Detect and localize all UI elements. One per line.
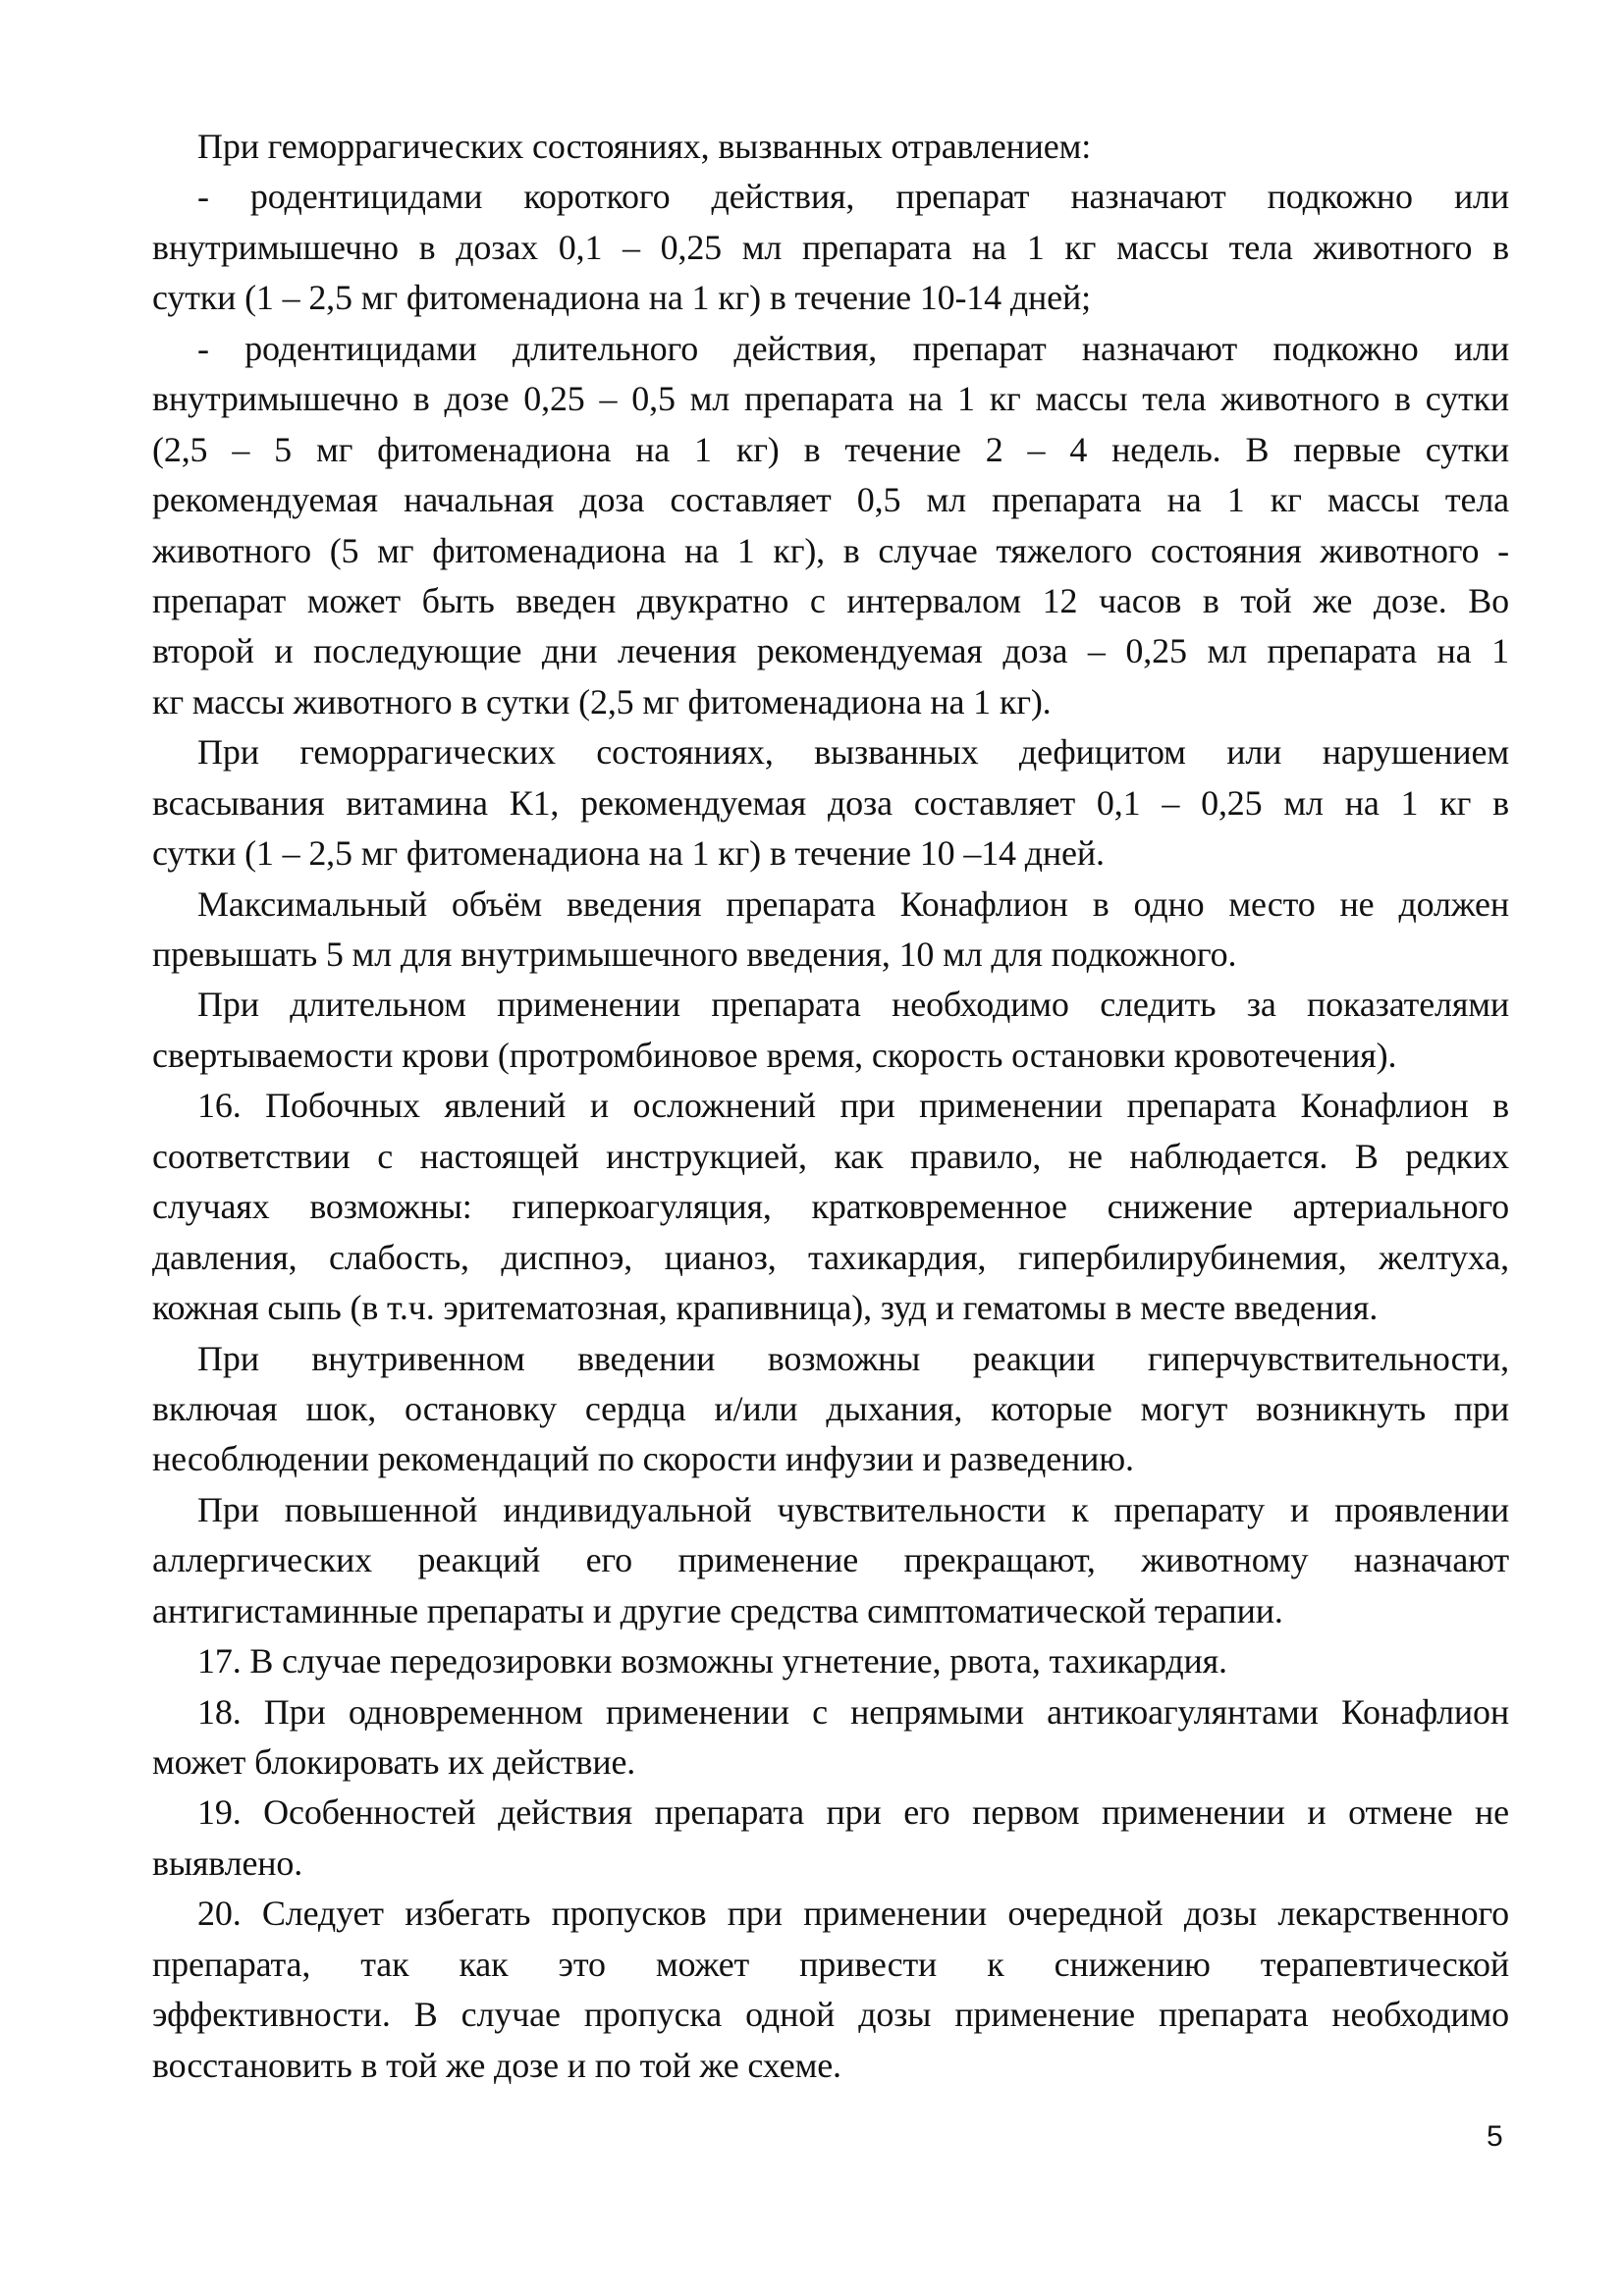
paragraph	[152, 1485, 1509, 1636]
text-line: восстановить в той же дозе и по той же схеме.	[152, 2045, 841, 2085]
paragraph	[152, 1788, 1509, 1889]
paragraph	[152, 1636, 1509, 1686]
document-body	[152, 122, 1509, 2091]
paragraph	[152, 1889, 1509, 2091]
text-line: При повышенной индивидуальной чувствительности к препарату и проявлении	[197, 1489, 1509, 1529]
text-line: кожная сыпь (в т.ч. эритематозная, крапивница), зуд и гематомы в месте введения.	[152, 1288, 1379, 1328]
paragraph	[152, 172, 1509, 323]
text-line: (2,5 – 5 мг фитоменадиона на 1 кг) в течение 2 – 4 недель. В первые сутки	[152, 429, 1509, 469]
text-line: 16. Побочных явлений и осложнений при применении препарата Конафлион в	[197, 1086, 1509, 1126]
text-line: превышать 5 мл для внутримышечного введения, 10 мл для подкожного.	[152, 934, 1237, 974]
text-line: При геморрагических состояниях, вызванных дефицитом или нарушением	[197, 732, 1509, 773]
text-line: внутримышечно в дозах 0,1 – 0,25 мл препарата на 1 кг массы тела животного в	[152, 227, 1509, 267]
text-line: Максимальный объём введения препарата Конафлион в одно место не должен	[197, 883, 1509, 924]
text-line: свертываемости крови (протромбиновое время, скорость остановки кровотечения).	[152, 1035, 1397, 1075]
paragraph	[152, 880, 1509, 981]
text-line: давления, слабость, диспноэ, цианоз, тахикардия, гипербилирубинемия, желтуха,	[152, 1237, 1509, 1277]
text-line: препарат может быть введен двукратно с интервалом 12 часов в той же дозе. Во	[152, 580, 1509, 620]
text-line: второй и последующие дни лечения рекомендуемая доза – 0,25 мл препарата на 1	[152, 631, 1509, 671]
text-line: кг массы животного в сутки (2,5 мг фитоменадиона на 1 кг).	[152, 681, 1052, 721]
text-line: выявлено.	[152, 1842, 303, 1883]
text-line: 19. Особенностей действия препарата при его первом применении и отмене не	[197, 1792, 1509, 1833]
text-line: 17. В случае передозировки возможны угнетение, рвота, тахикардия.	[197, 1641, 1227, 1682]
paragraph	[152, 1081, 1509, 1333]
paragraph	[152, 727, 1509, 879]
text-line: 18. При одновременном применении с непрямыми антикоагулянтами Конафлион	[197, 1691, 1509, 1732]
paragraph	[152, 324, 1509, 728]
text-line: сутки (1 – 2,5 мг фитоменадиона на 1 кг) в течение 10-14 дней;	[152, 278, 1091, 318]
paragraph	[152, 1334, 1509, 1485]
text-line: - родентицидами длительного действия, препарат назначают подкожно или	[197, 328, 1509, 368]
text-line: включая шок, остановку сердца и/или дыхания, которые могут возникнуть при	[152, 1388, 1509, 1428]
paragraph	[152, 122, 1509, 172]
text-line: препарата, так как это может привести к снижению терапевтической	[152, 1944, 1509, 1984]
text-line: эффективности. В случае пропуска одной дозы применение препарата необходимо	[152, 1995, 1509, 2035]
text-line: всасывания витамина К1, рекомендуемая доза составляет 0,1 – 0,25 мл на 1 кг в	[152, 782, 1509, 823]
paragraph	[152, 1687, 1509, 1789]
text-line: сутки (1 – 2,5 мг фитоменадиона на 1 кг) в течение 10 –14 дней.	[152, 833, 1105, 874]
text-line: При геморрагических состояниях, вызванных отравлением:	[197, 127, 1092, 166]
text-line: рекомендуемая начальная доза составляет 0,5 мл препарата на 1 кг массы тела	[152, 480, 1509, 520]
text-line: аллергических реакций его применение прекращают, животному назначают	[152, 1540, 1509, 1580]
text-line: При длительном применении препарата необходимо следить за показателями	[197, 985, 1509, 1025]
text-line: несоблюдении рекомендаций по скорости инфузии и разведению.	[152, 1439, 1134, 1479]
text-line: антигистаминные препараты и другие средства симптоматической терапии.	[152, 1590, 1283, 1630]
text-line: может блокировать их действие.	[152, 1742, 636, 1782]
text-line: - родентицидами короткого действия, препарат назначают подкожно или	[197, 177, 1509, 217]
text-line: внутримышечно в дозе 0,25 – 0,5 мл препарата на 1 кг массы тела животного в сутки	[152, 379, 1509, 419]
text-line: При внутривенном введении возможны реакции гиперчувствительности,	[197, 1338, 1509, 1378]
text-line: 20. Следует избегать пропусков при применении очередной дозы лекарственного	[197, 1894, 1509, 1934]
paragraph	[152, 980, 1509, 1081]
page-number: 5	[1487, 2120, 1503, 2153]
text-line: животного (5 мг фитоменадиона на 1 кг), в случае тяжелого состояния животного -	[152, 530, 1509, 570]
text-line: соответствии с настоящей инструкцией, как правило, не наблюдается. В редких	[152, 1136, 1509, 1176]
text-line: случаях возможны: гиперкоагуляция, кратковременное снижение артериального	[152, 1187, 1509, 1227]
